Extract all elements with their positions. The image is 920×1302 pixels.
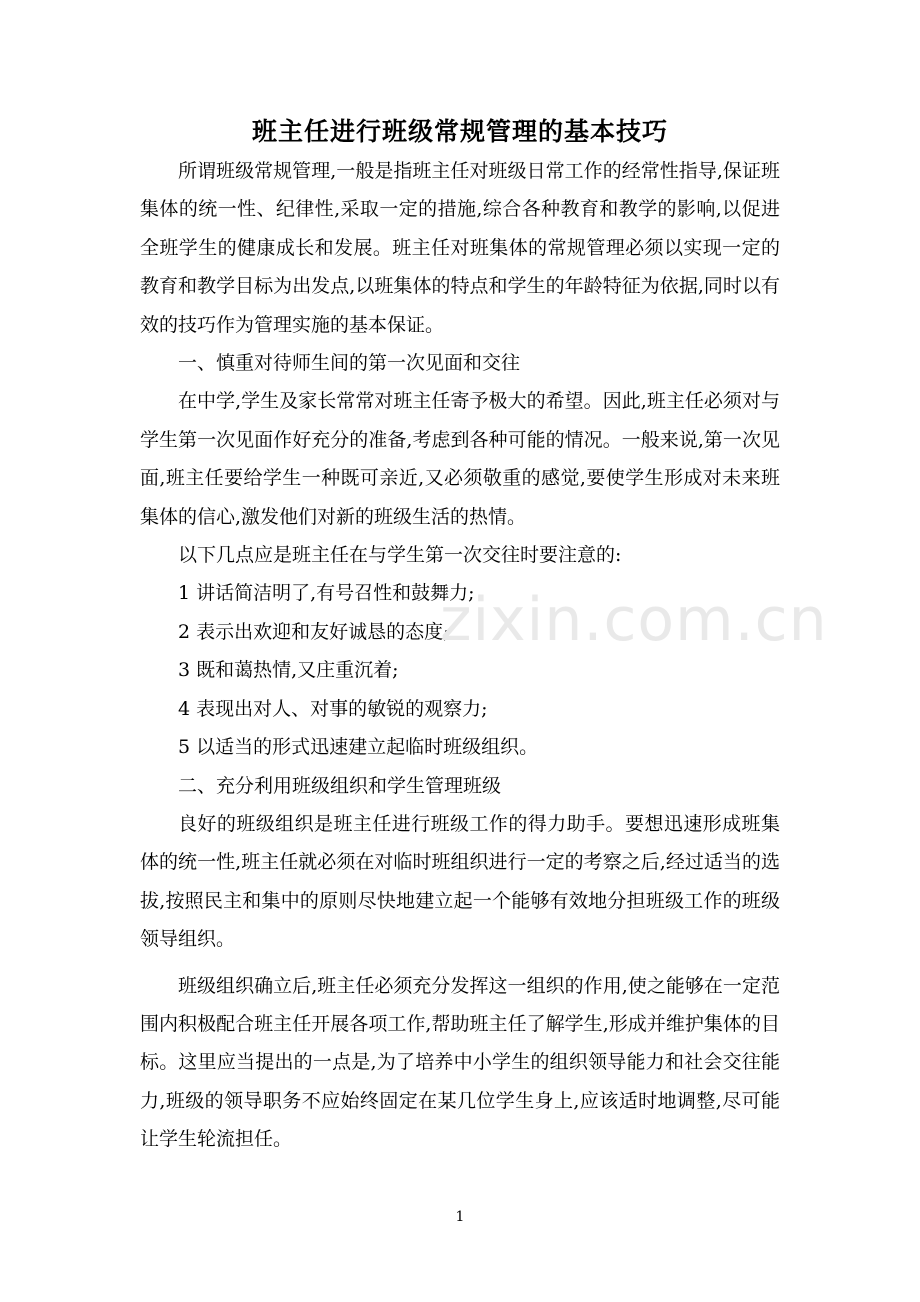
- section-heading-1: 一、慎重对待师生间的第一次见面和交往: [178, 352, 521, 375]
- document-body: [140, 152, 828, 1159]
- list-item-4: 4 表现出对人、对事的敏锐的观察力;: [178, 697, 488, 720]
- document-title: 班主任进行班级常规管理的基本技巧: [251, 117, 668, 146]
- list-item-5: 5 以适当的形式迅速建立起临时班级组织。: [178, 736, 539, 759]
- page-number: 1: [455, 1209, 465, 1225]
- list-item-2: 2 表示出欢迎和友好诚恳的态度;: [178, 620, 450, 643]
- watermark-text: zixin.com.cn: [440, 585, 828, 655]
- list-item-3: 3 既和蔼热情,又庄重沉着;: [178, 659, 399, 682]
- paragraph-class-organization: 良好的班级组织是班主任进行班级工作的得力助手。要想迅速形成班集体的统一性,班主任就必须在对临时班组织进行一定的考察之后,经过适当的选拔,按照民主和集中的原则尽快地建立起一个能够有效地分担班级工作的班级领导组织。: [140, 812, 780, 951]
- paragraph-first-meeting: 在中学,学生及家长常常对班主任寄予极大的希望。因此,班主任必须对与学生第一次见面作好充分的准备,考虑到各种可能的情况。一般来说,第一次见面,班主任要给学生一种既可亲近,又必须敬重的感觉,要使学生形成对未来班集体的信心,激发他们对新的班级生活的热情。: [140, 390, 780, 528]
- section-heading-2: 二、充分利用班级组织和学生管理班级: [178, 774, 502, 797]
- paragraph-intro: 所谓班级常规管理,一般是指班主任对班级日常工作的经常性指导,保证班集体的统一性、纪律性,采取一定的措施,综合各种教育和教学的影响,以促进全班学生的健康成长和发展。班主任对班集体的常规管理必须以实现一定的教育和教学目标为出发点,以班集体的特点和学生的年龄特征为依据,同时以有效的技巧作为管理实施的基本保证。: [140, 160, 780, 336]
- list-item-1: 1 讲话简洁明了,有号召性和鼓舞力;: [178, 582, 475, 605]
- paragraph-organization-role: 班级组织确立后,班主任必须充分发挥这一组织的作用,使之能够在一定范围内积极配合班主任开展各项工作,帮助班主任了解学生,形成并维护集体的目标。这里应当提出的一点是,为了培养中小学生的组织领导能力和社会交往能力,班级的领导职务不应始终固定在某几位学生身上,应该适时地调整,尽可能让学生轮流担任。: [140, 974, 780, 1151]
- paragraph-points-intro: 以下几点应是班主任在与学生第一次交往时要注意的:: [178, 544, 622, 567]
